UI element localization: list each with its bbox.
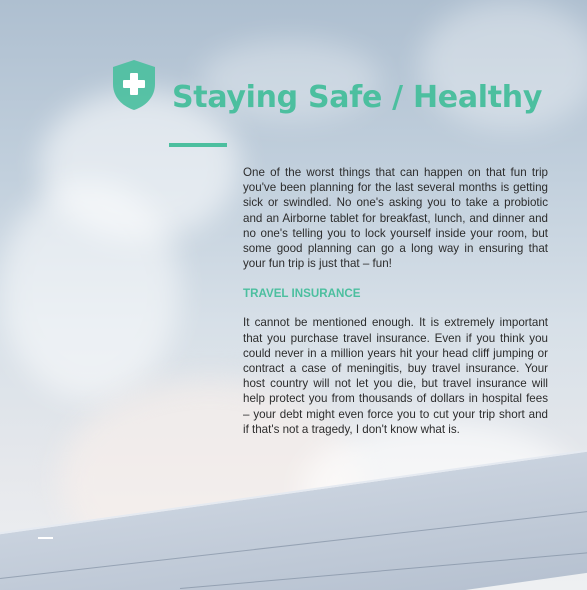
- background-cloud: [0, 180, 180, 400]
- shield-medical-cross-icon: [109, 58, 159, 112]
- article-body: [243, 165, 548, 437]
- section-heading: TRAVEL INSURANCE: [243, 287, 361, 301]
- section-paragraph: It cannot be mentioned enough. It is extremely important that you purchase travel insurance. Even if you think you could never in a million years hit your head cliff jumping or contract a case of meningitis, buy travel insurance. Your host country will not let you die, but travel insurance will help protect you from thousands of dollars in hospital fees – your debt might even force you to cut your trip short and if that's not a tragedy, I don't know what is.: [243, 316, 548, 436]
- page-title: Staying Safe / Healthy: [172, 80, 543, 115]
- page-marker: [38, 537, 53, 539]
- title-underline: [169, 143, 227, 147]
- intro-paragraph: One of the worst things that can happen on that fun trip you've been planning for the last several months is getting sick or swindled. No one's asking you to take a probiotic and an Airborne tablet for breakfast, lunch, and dinner and no one's telling you to lock yourself inside your room, but some good planning can go a long way in ensuring that your fun trip is just that – fun!: [243, 166, 548, 271]
